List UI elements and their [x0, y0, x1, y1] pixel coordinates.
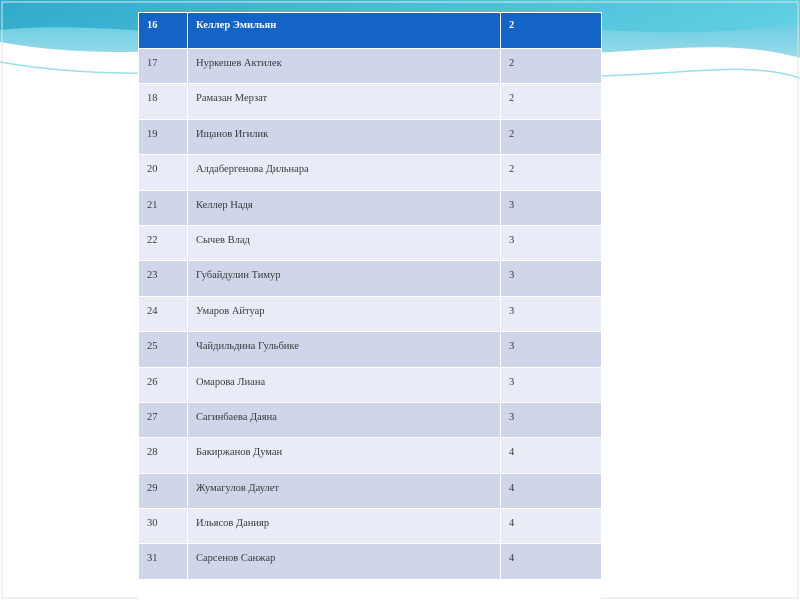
header-name: Келлер Эмильян: [188, 13, 501, 49]
row-name: Чайдильдина Гульбике: [188, 332, 501, 367]
row-num: 22: [139, 225, 188, 260]
table-row: [139, 155, 602, 190]
row-num: 30: [139, 509, 188, 544]
row-score: 3: [501, 332, 602, 367]
row-score: 4: [501, 509, 602, 544]
row-name: Сагинбаева Даяна: [188, 402, 501, 437]
row-name: Рамазан Мерзат: [188, 84, 501, 119]
row-name: Омарова Лиана: [188, 367, 501, 402]
row-name: Жумагулов Даулет: [188, 473, 501, 508]
row-score: 2: [501, 49, 602, 84]
row-score: 3: [501, 402, 602, 437]
table-row: [139, 367, 602, 402]
header-score: 2: [501, 13, 602, 49]
row-num: 29: [139, 473, 188, 508]
table-row: [139, 119, 602, 154]
row-num: 20: [139, 155, 188, 190]
row-num: 25: [139, 332, 188, 367]
row-name: Губайдулин Тимур: [188, 261, 501, 296]
row-score: 3: [501, 367, 602, 402]
table-row: [139, 49, 602, 84]
row-name: Ищанов Игилик: [188, 119, 501, 154]
row-score: 2: [501, 84, 602, 119]
row-num: 17: [139, 49, 188, 84]
row-name: Алдабергенова Дильнара: [188, 155, 501, 190]
table-row: [139, 190, 602, 225]
row-name: Умаров Айтуар: [188, 296, 501, 331]
table-header-row: [139, 13, 602, 49]
row-num: 18: [139, 84, 188, 119]
table-row: [139, 509, 602, 544]
row-score: 3: [501, 261, 602, 296]
table-row: [139, 438, 602, 473]
row-score: 3: [501, 296, 602, 331]
table-row: [139, 84, 602, 119]
table-row: [139, 402, 602, 437]
table-row: [139, 261, 602, 296]
row-name: Сычев Влад: [188, 225, 501, 260]
row-num: 24: [139, 296, 188, 331]
row-name: Ильясов Данияр: [188, 509, 501, 544]
row-score: 4: [501, 544, 602, 579]
table-row: [139, 332, 602, 367]
row-num: 21: [139, 190, 188, 225]
table-row: [139, 473, 602, 508]
row-num: 28: [139, 438, 188, 473]
grades-table-container: [138, 12, 601, 600]
row-score: 3: [501, 190, 602, 225]
table-row: [139, 225, 602, 260]
table-row: [139, 296, 602, 331]
grades-table: [138, 12, 602, 580]
row-score: 4: [501, 473, 602, 508]
row-name: Келлер Надя: [188, 190, 501, 225]
row-num: 31: [139, 544, 188, 579]
row-num: 27: [139, 402, 188, 437]
row-name: Сарсенов Санжар: [188, 544, 501, 579]
row-num: 23: [139, 261, 188, 296]
table-row: [139, 544, 602, 579]
row-score: 2: [501, 155, 602, 190]
row-score: 4: [501, 438, 602, 473]
row-name: Бакиржанов Думан: [188, 438, 501, 473]
row-score: 3: [501, 225, 602, 260]
header-num: 16: [139, 13, 188, 49]
row-num: 19: [139, 119, 188, 154]
row-num: 26: [139, 367, 188, 402]
row-name: Нуркешев Актилек: [188, 49, 501, 84]
row-score: 2: [501, 119, 602, 154]
